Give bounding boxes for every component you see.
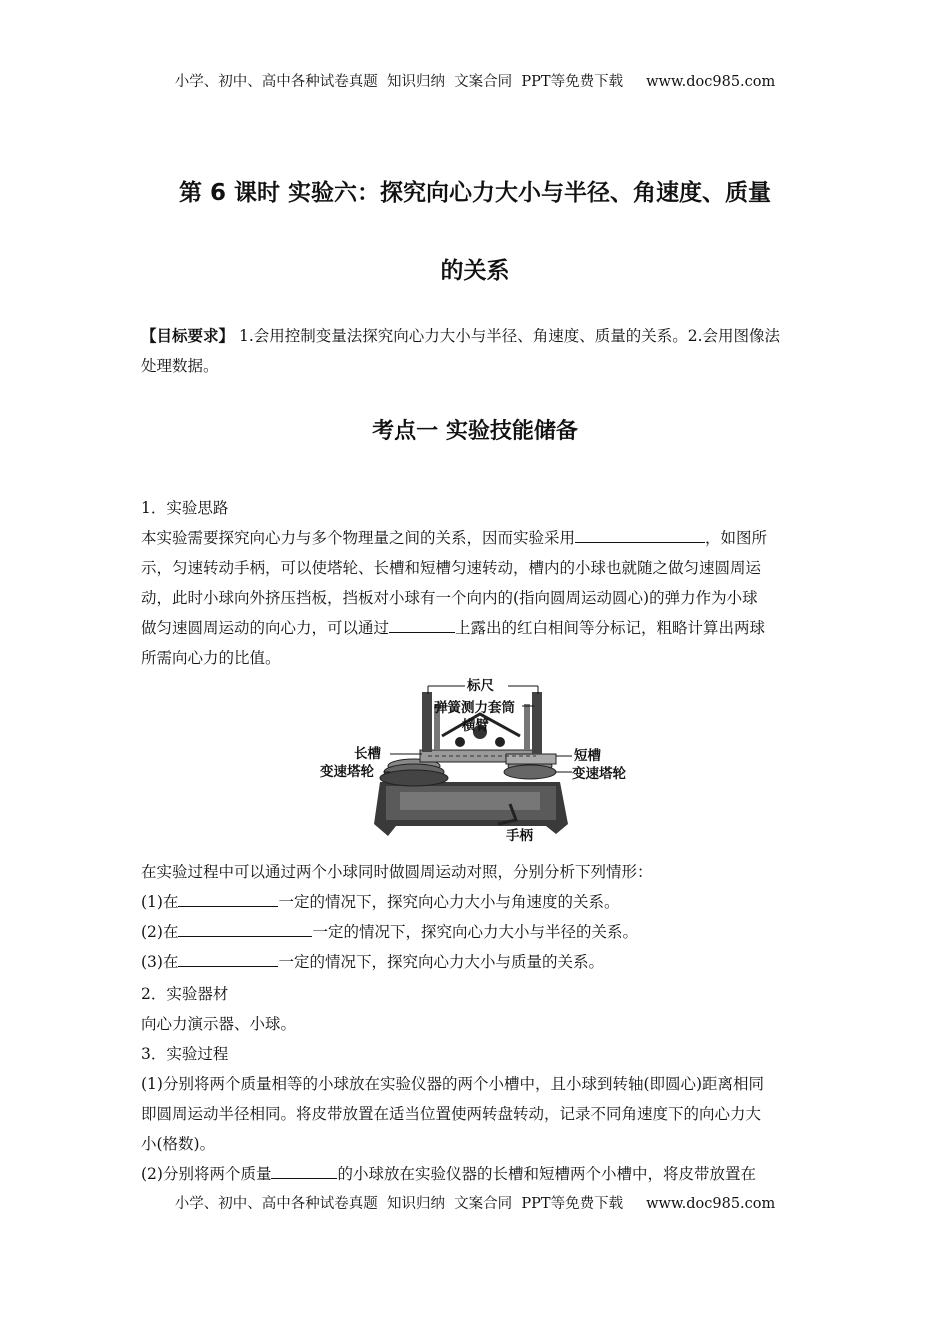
apparatus-figure: [310, 674, 640, 844]
s2-text: 向心力演示器、小球。: [141, 1015, 297, 1033]
s1-line1: [141, 526, 767, 548]
blank-ruler[interactable]: [389, 618, 455, 633]
label-short-pulley: 变速塔轮: [572, 766, 626, 782]
s1-heading: 1．实验思路: [141, 499, 229, 517]
goal-text-1: 1.会用控制变量法探究向心力大小与半径、角速度、质量的关系。2.会用图像法: [238, 327, 781, 345]
s1-l4a: 做匀速圆周运动的向心力，可以通过: [141, 619, 390, 637]
after-fig-intro: 在实验过程中可以通过两个小球同时做圆周运动对照，分别分析下列情形：: [141, 863, 653, 881]
left-column: [422, 692, 432, 752]
s3-p1-line3: 小(格数)。: [141, 1135, 216, 1153]
blank-case-3[interactable]: [178, 952, 278, 967]
case-3-a: (3)在: [141, 953, 179, 971]
goal-line1: [141, 324, 780, 346]
s3-p1-line1: (1)分别将两个质量相等的小球放在实验仪器的两个小槽中，且小球到转轴(即圆心)距离相同: [141, 1075, 765, 1093]
s3-p1-line2: 即圆周运动半径相同。将皮带放置在适当位置使两转盘转动，记录不同角速度下的向心力大: [141, 1105, 762, 1123]
s1-l1a: 本实验需要探究向心力与多个物理量之间的关系，因而实验采用: [141, 529, 576, 547]
page-header: 小学、初中、高中各种试卷真题 知识归纳 文案合同 PPT等免费下载 www.doc985.com: [174, 74, 776, 90]
section-title: 考点一 实验技能储备: [372, 419, 578, 444]
blank-case-1[interactable]: [178, 892, 278, 907]
blank-mass[interactable]: [271, 1164, 337, 1179]
case-3-b: 一定的情况下，探究向心力大小与质量的关系。: [278, 953, 604, 971]
label-ruler: 标尺: [467, 678, 494, 694]
blank-case-2[interactable]: [178, 922, 312, 937]
blank-method[interactable]: [575, 528, 705, 543]
page-title-line2: 的关系: [440, 258, 510, 284]
case-1-b: 一定的情况下，探究向心力大小与角速度的关系。: [278, 893, 620, 911]
s1-line5: 所需向心力的比值。: [141, 649, 281, 667]
label-long-slot: 长槽: [354, 746, 381, 762]
goal-label: 【目标要求】: [141, 327, 235, 345]
case-3: [141, 950, 604, 972]
right-column: [532, 692, 542, 754]
page-footer: 小学、初中、高中各种试卷真题 知识归纳 文案合同 PPT等免费下载 www.doc985.com: [174, 1196, 776, 1212]
label-long-pulley: 变速塔轮: [320, 764, 374, 780]
page-title-line1: 第 6 课时 实验六：探究向心力大小与半径、角速度、质量: [178, 180, 772, 206]
s3-p2b: 的小球放在实验仪器的长槽和短槽两个小槽中，将皮带放置在: [337, 1165, 756, 1183]
case-1-a: (1)在: [141, 893, 179, 911]
goal-line2: 处理数据。: [141, 357, 219, 375]
label-short-slot: 短槽: [574, 748, 601, 764]
s1-l1b: ，如图所: [705, 529, 768, 547]
label-arm: 横臂: [462, 718, 489, 734]
label-handle: 手柄: [506, 828, 533, 844]
s1-line2: 示，匀速转动手柄，可以使塔轮、长槽和短槽匀速转动，槽内的小球也就随之做匀速圆周运: [141, 559, 762, 577]
case-2: [141, 920, 638, 942]
s2-heading: 2．实验器材: [141, 985, 229, 1003]
case-1: [141, 890, 619, 912]
case-2-a: (2)在: [141, 923, 179, 941]
s3-p2a: (2)分别将两个质量: [141, 1165, 272, 1183]
s1-l4b: 上露出的红白相间等分标记，粗略计算出两球: [455, 619, 766, 637]
label-sleeve: 弹簧测力套筒: [434, 700, 515, 716]
s3-heading: 3．实验过程: [141, 1045, 229, 1063]
s1-line4: [141, 616, 765, 638]
s1-line3: 动，此时小球向外挤压挡板，挡板对小球有一个向内的(指向圆周运动圆心)的弹力作为小球: [141, 589, 758, 607]
case-2-b: 一定的情况下，探究向心力大小与半径的关系。: [312, 923, 638, 941]
s3-p2-line1: [141, 1162, 756, 1184]
